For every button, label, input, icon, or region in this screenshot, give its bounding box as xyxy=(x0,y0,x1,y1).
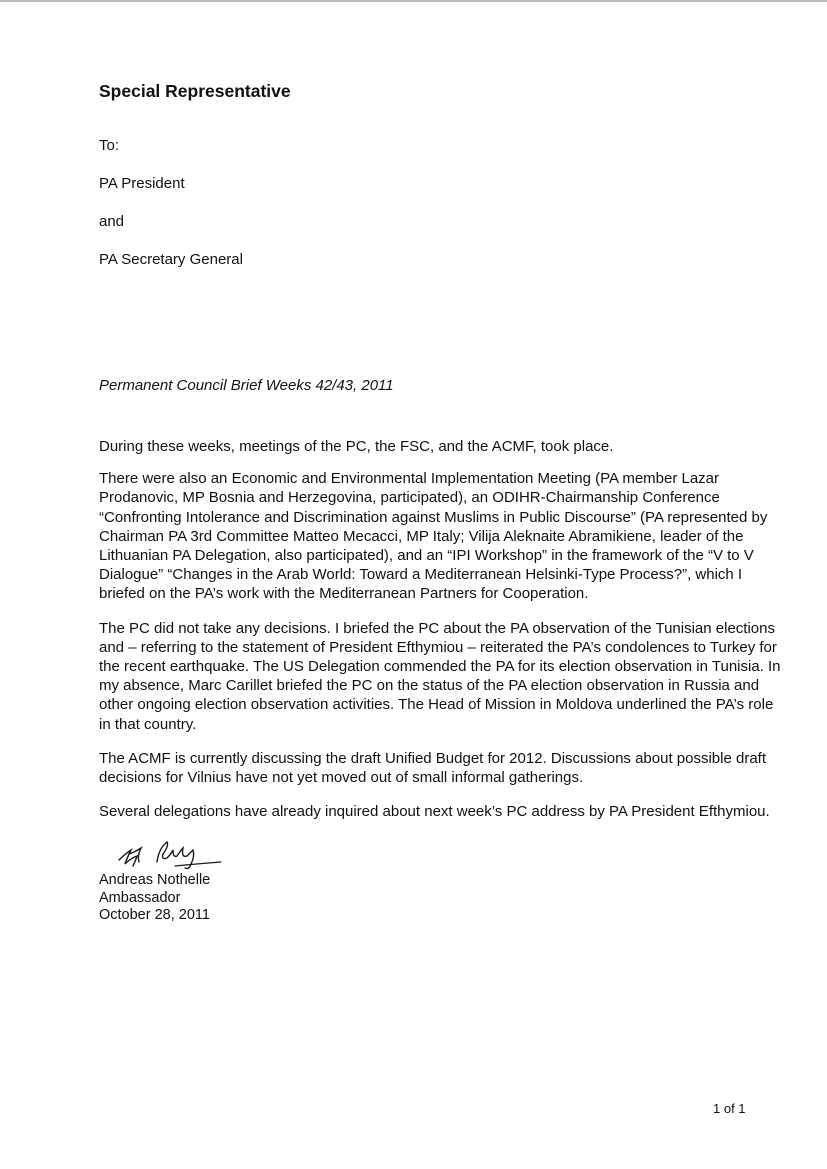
signatory-title: Ambassador xyxy=(99,889,181,906)
brief-title: Permanent Council Brief Weeks 42/43, 2011 xyxy=(99,377,394,394)
paragraph-pc-address: Several delegations have already inquired about next week’s PC address by PA President Efthymiou. xyxy=(99,803,770,821)
document-heading: Special Representative xyxy=(99,81,291,101)
paragraph-events: There were also an Economic and Environmental Implementation Meeting (PA member Lazar Prodanovic, MP Bosnia and Herzegovina, participated), an ODIHR-Chairmanship Conference “Confronting Intolerance and Discrimination against Muslims in Public Discourse” (PA represented by Chairman PA 3rd Committee Matteo Mecacci, MP Italy; Vilija Aleknaite Abramikiene, leader of the Lithuanian PA Delegation, also participated), and an “IPI Workshop” in the framework of the “V to V Dialogue” “Changes in the Arab World: Toward a Mediterranean Helsinki-Type Process?”, which I briefed on the PA’s work with the Mediterranean Partners for Cooperation. xyxy=(99,470,768,603)
top-border-line xyxy=(0,0,827,2)
signature-date: October 28, 2011 xyxy=(99,907,210,924)
recipient-conjunction: and xyxy=(99,213,125,230)
recipient-pa-president: PA President xyxy=(99,175,185,192)
handwritten-signature xyxy=(115,836,225,872)
page-number: 1 of 1 xyxy=(713,1101,746,1116)
letter-body xyxy=(99,79,789,925)
paragraph-pc-decisions: The PC did not take any decisions. I briefed the PC about the PA observation of the Tunisian elections and – referring to the statement of President Efthymiou – reiterated the PA’s condolences to Turkey for the recent earthquake. The US Delegation commended the PA for its election observation in Tunisia. In my absence, Marc Carillet briefed the PC on the status of the PA election observation in Russia and other ongoing election observation activities. The Head of Mission in Moldova underlined the PA’s role in that country. xyxy=(99,619,781,733)
signatory-name: Andreas Nothelle xyxy=(99,872,211,889)
to-label: To: xyxy=(99,137,120,154)
paragraph-acmf-budget: The ACMF is currently discussing the draft Unified Budget for 2012. Discussions about possible draft decisions for Vilnius have not yet moved out of small informal gatherings. xyxy=(99,749,766,787)
paragraph-meetings: During these weeks, meetings of the PC, the FSC, and the ACMF, took place. xyxy=(99,438,614,455)
recipient-pa-secretary-general: PA Secretary General xyxy=(99,251,243,268)
